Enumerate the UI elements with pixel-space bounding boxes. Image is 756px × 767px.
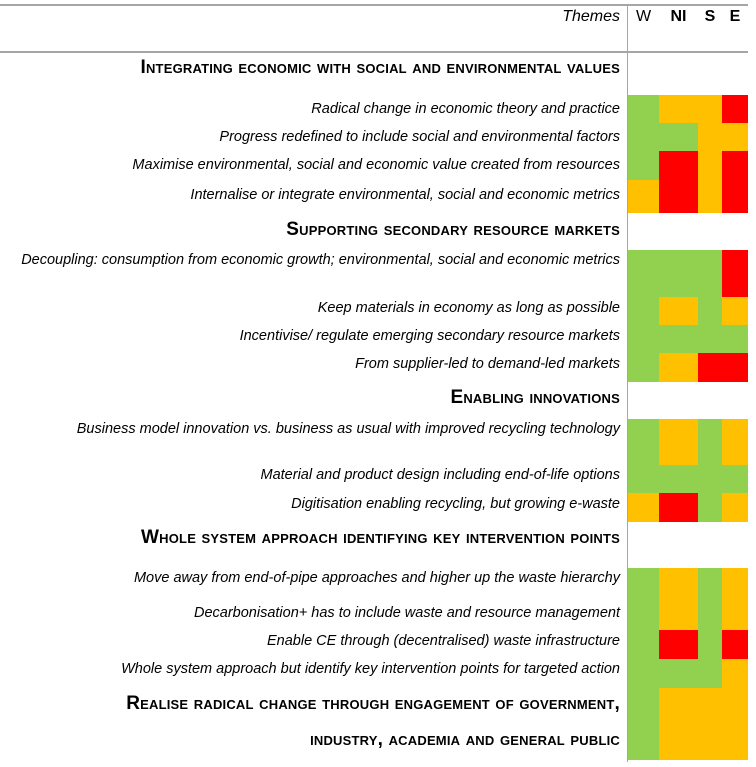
heatmap-cell-ni: [659, 688, 698, 760]
section-title-radical-change: Realise radical change through engagement of government, industry, academia and general public: [126, 693, 620, 750]
section-title-secondary-markets: Supporting secondary resource markets: [286, 219, 620, 240]
heatmap-cell-ni: [659, 250, 698, 297]
row-label: Whole system approach but identify key intervention points for targeted action: [121, 661, 620, 677]
heatmap-cell-e: [722, 353, 748, 382]
heatmap-cell-e: [722, 180, 748, 213]
row-label: Progress redefined to include social and environmental factors: [219, 129, 620, 145]
heatmap-cell-ni: [659, 180, 698, 213]
heatmap-cell-s: [698, 180, 722, 213]
row-label: Radical change in economic theory and practice: [311, 101, 620, 117]
heatmap-cell-e: [722, 630, 748, 659]
row-label: Decarbonisation+ has to include waste and resource management: [194, 605, 620, 621]
row-label: From supplier-led to demand-led markets: [355, 356, 620, 372]
row-label: Internalise or integrate environmental, social and economic metrics: [190, 187, 620, 203]
heatmap-cell-ni: [659, 353, 698, 382]
heatmap-cell-e: [722, 688, 748, 760]
heatmap-cell-w: [628, 688, 659, 760]
heatmap-cell-e: [722, 95, 748, 123]
heatmap-cell-w: [628, 568, 659, 597]
heatmap-cell-e: [722, 419, 748, 465]
heatmap-cell-w: [628, 659, 659, 688]
heatmap-cell-e: [722, 250, 748, 297]
heatmap-cell-w: [628, 325, 659, 353]
column-header-e: E: [729, 8, 741, 25]
heatmap-cell-e: [722, 297, 748, 325]
section-title-integrating: Integrating economic with social and environmental values: [140, 57, 620, 78]
row-label: Keep materials in economy as long as possible: [317, 300, 620, 316]
heatmap-cell-s: [698, 151, 722, 180]
heatmap-cell-s: [698, 659, 722, 688]
row-label: Maximise environmental, social and economic value created from resources: [132, 157, 620, 173]
heatmap-cell-w: [628, 493, 659, 522]
heatmap-cell-w: [628, 123, 659, 151]
heatmap-cell-s: [698, 465, 722, 493]
heatmap-cell-ni: [659, 123, 698, 151]
section-title-whole-system: Whole system approach identifying key intervention points: [141, 527, 620, 548]
heatmap-cell-w: [628, 465, 659, 493]
section-title-enabling-innovations: Enabling innovations: [450, 387, 620, 408]
heatmap-cell-e: [722, 151, 748, 180]
heatmap-cell-ni: [659, 597, 698, 630]
heatmap-cell-w: [628, 250, 659, 297]
column-header-ni: NI: [670, 8, 687, 25]
heatmap-cell-w: [628, 297, 659, 325]
heatmap-cell-ni: [659, 659, 698, 688]
heatmap-cell-w: [628, 353, 659, 382]
heatmap-cell-s: [698, 630, 722, 659]
heatmap-cell-e: [722, 493, 748, 522]
heatmap-cell-w: [628, 630, 659, 659]
row-label: Digitisation enabling recycling, but growing e-waste: [291, 496, 620, 512]
heatmap-cell-s: [698, 325, 722, 353]
heatmap-cell-ni: [659, 493, 698, 522]
row-label: Enable CE through (decentralised) waste infrastructure: [266, 633, 620, 649]
heatmap-cell-ni: [659, 325, 698, 353]
column-header-s: S: [704, 8, 716, 25]
row-label: Business model innovation vs. business as usual with improved recycling technology: [76, 421, 620, 437]
heatmap-cell-e: [722, 659, 748, 688]
heatmap-cell-ni: [659, 151, 698, 180]
heatmap-cell-s: [698, 493, 722, 522]
heatmap-cell-w: [628, 151, 659, 180]
heatmap-cell-ni: [659, 95, 698, 123]
column-header-w: W: [635, 8, 652, 25]
heatmap-cell-s: [698, 597, 722, 630]
heatmap-cell-s: [698, 250, 722, 297]
heatmap-cell-w: [628, 180, 659, 213]
heatmap-cell-s: [698, 123, 722, 151]
heatmap-cell-e: [722, 325, 748, 353]
top-rule: [0, 4, 748, 6]
heatmap-cell-s: [698, 688, 722, 760]
heatmap-cell-e: [722, 123, 748, 151]
heatmap-cell-ni: [659, 465, 698, 493]
heatmap-cell-s: [698, 353, 722, 382]
heatmap-cell-s: [698, 95, 722, 123]
heatmap-cell-ni: [659, 297, 698, 325]
themes-header-label: Themes: [562, 8, 620, 25]
heatmap-cell-ni: [659, 568, 698, 597]
heatmap-cell-s: [698, 419, 722, 465]
row-label: Decoupling: consumption from economic growth; environmental, social and economic metrics: [21, 252, 620, 268]
heatmap-cell-e: [722, 597, 748, 630]
heatmap-cell-e: [722, 465, 748, 493]
heatmap-cell-s: [698, 568, 722, 597]
row-label: Incentivise/ regulate emerging secondary resource markets: [239, 328, 620, 344]
heatmap-cell-w: [628, 95, 659, 123]
heatmap-cell-ni: [659, 419, 698, 465]
row-label: Material and product design including end-of-life options: [260, 467, 620, 483]
row-label: Move away from end-of-pipe approaches and higher up the waste hierarchy: [133, 570, 620, 586]
heatmap-cell-s: [698, 297, 722, 325]
heatmap-cell-e: [722, 568, 748, 597]
heatmap-cell-w: [628, 419, 659, 465]
heatmap-cell-w: [628, 597, 659, 630]
heatmap-cell-ni: [659, 630, 698, 659]
